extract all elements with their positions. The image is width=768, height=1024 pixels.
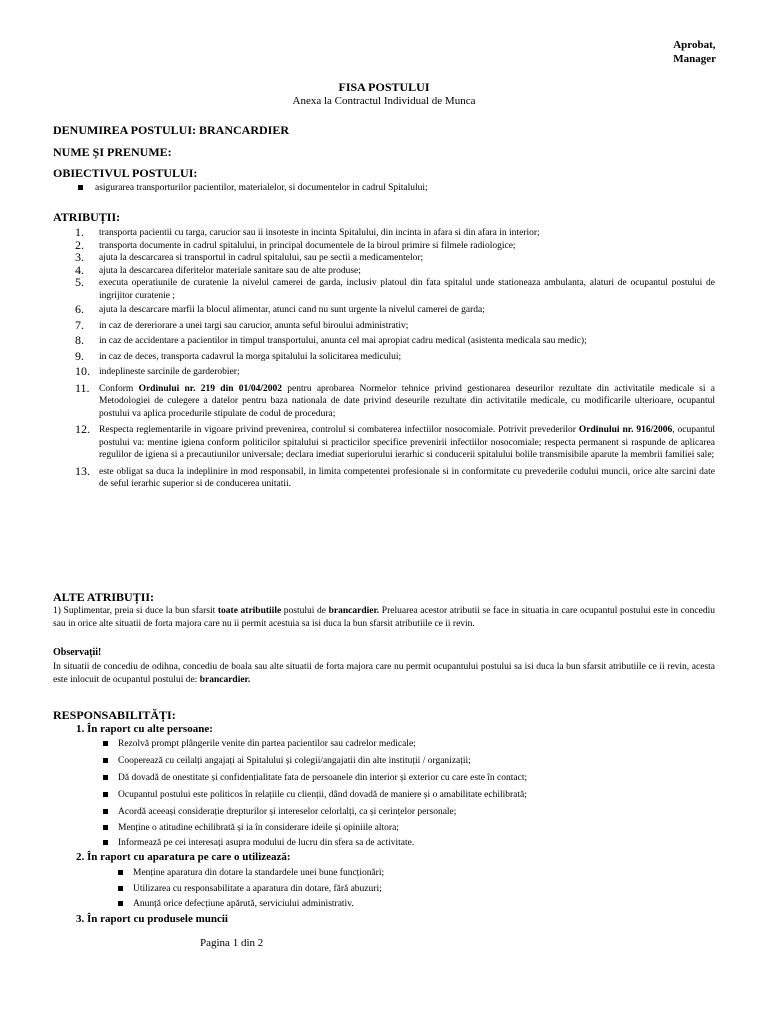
item-number: 12. <box>75 422 90 436</box>
document-title: FISA POSTULUI <box>338 80 430 94</box>
paragraph-text: Preluarea acestor atributii se face in situatia in care ocupantul postului este in concediu sau in orice alte situatii de forta majora care nu ii permit acestuia sa isi duca la bun sfarsit atributiile ce ii revin. <box>53 606 715 629</box>
item-text: Ocupantul postului este politicos în relațiile cu clienții, dând dovadă de maniere și o amabilitate echilibrată; <box>118 790 527 800</box>
list-item <box>118 837 414 849</box>
list-item <box>53 366 715 379</box>
paragraph-text: In situatii de concediu de odihna, concediu de boala sau alte situatii de forta majora care nu permit ocupantului postului sa isi duca la bun sfarsit atributiile ce ii revin, acesta este inlocuit de ocupantul postului de: <box>53 662 715 685</box>
bullet-icon <box>118 901 123 906</box>
list-item <box>53 463 715 491</box>
item-text: Acordă aceeași considerație drepturilor și intereselor celorlalți, ca și cerințelor personale; <box>118 807 457 817</box>
list-item <box>118 789 527 801</box>
item-text: transporta documente in cadrul spitalului, in principal documentele de la biroul primire si filmele radiologice; <box>99 240 516 251</box>
resp-section-2-title: 2. În raport cu aparatura pe care o utilizează: <box>76 851 291 863</box>
bullet-icon <box>78 185 83 190</box>
approval-block <box>673 38 716 66</box>
item-text: Menține o atitudine echilibrată și ia în considerare ideile și opiniile altora; <box>118 823 399 833</box>
item-number: 2. <box>75 237 84 252</box>
resp-section-1-title: 1. În raport cu alte persoane: <box>76 723 213 735</box>
item-number: 7. <box>75 317 84 332</box>
item-text: ajuta la descarcarea diferitelor materiale sanitare sau de alte produse; <box>99 265 361 276</box>
item-text: Informează pe cei interesați asupra modului de lucru din sfera sa de activitate. <box>118 838 415 848</box>
list-item <box>53 348 715 364</box>
order-reference: Ordinului nr. 916/2006 <box>578 425 673 435</box>
bullet-icon <box>103 825 108 830</box>
list-item <box>53 237 715 253</box>
other-duties-heading: ALTE ATRIBUȚII: <box>53 590 155 604</box>
item-number: 13. <box>75 463 90 478</box>
objective-item <box>78 182 428 194</box>
responsibilities-heading: RESPONSABILITĂȚI: <box>53 708 176 722</box>
item-text: indeplineste sarcinile de garderobier; <box>99 367 240 377</box>
item-number: 10. <box>75 364 90 378</box>
observations-paragraph <box>53 661 715 686</box>
list-item <box>133 898 354 910</box>
list-item <box>118 822 399 834</box>
item-text: Dă dovadă de onestitate și confidențialitate fata de persoanele din interior și exterior cu care este în contact; <box>118 773 528 783</box>
page-number: Pagina 1 din 2 <box>200 937 264 949</box>
paragraph-text: 1) Suplimentar, preia si duce la bun sfarsit <box>53 606 218 616</box>
list-item <box>133 883 382 895</box>
paragraph-text: postului de <box>281 606 329 616</box>
list-item <box>53 252 715 265</box>
order-reference: Ordinului nr. 219 din 01/04/2002 <box>138 383 283 394</box>
list-item <box>53 227 715 240</box>
item-number: 4. <box>75 262 84 277</box>
person-name-heading: NUME ȘI PRENUME: <box>53 145 172 159</box>
item-text: in caz de dereriorare a unei targi sau carucior, anunta seful biroului administrativ; <box>99 320 409 331</box>
bullet-icon <box>103 741 108 746</box>
manager-label: Manager <box>673 53 716 65</box>
item-text: transporta pacientii cu targa, carucior sau ii insoteste in incinta Spitalului, din incinta in afara si din afara in interior; <box>99 228 540 238</box>
list-item <box>118 738 416 750</box>
list-item <box>118 806 456 818</box>
list-item <box>53 277 715 302</box>
item-text: executa operatiunile de curatenie la nivelul camerei de garda, inclusiv platoul din fata spitalul unde stationeaza ambulanta, alaturi de ocupantul postului de ingrijitor curatenie ; <box>99 278 715 301</box>
bold-text: toate atributiile <box>217 606 282 616</box>
bold-text: brancardier. <box>328 606 380 616</box>
objective-heading: OBIECTIVUL POSTULUI: <box>53 166 198 180</box>
list-item <box>53 335 715 348</box>
other-duties-paragraph <box>53 605 715 630</box>
item-number: 5. <box>75 275 84 289</box>
list-item <box>133 867 384 879</box>
approved-label: Aprobat, <box>673 39 716 51</box>
post-name-heading: DENUMIREA POSTULUI: BRANCARDIER <box>53 123 290 137</box>
bullet-icon <box>103 809 108 814</box>
item-text: Utilizarea cu responsabilitate a aparatura din dotare, fără abuzuri; <box>133 884 382 894</box>
item-text: , ocupantul postului va: mentine igiena conform politicilor spitalului si practicilor specifice prevenirii infectiilor nosocomiale; respecta permanent si raspunde de aplicarea regulilor de igiena si a precautiunilor universale; declara imediat superiorului ierarhic si conducerii spitalului bolile transmisibile aparute la membrii familiei sale; <box>99 425 715 460</box>
objective-item-text: asigurarea transporturilor pacientilor, materialelor, si documentelor in cadrul Spitalului; <box>95 183 428 193</box>
item-number: 8. <box>75 333 84 347</box>
duties-heading: ATRIBUȚII: <box>53 210 121 224</box>
item-text: pentru aprobarea Normelor tehnice privind gestionarea deseurilor rezultate din activitatile medicale si a Metodologiei de culegere a datelor pentru baza nationala de date privind deseurile rezultate din activitatile medicale, cu modificarile ulterioare, ocupantul postului va aplica procedurile stipulate de codul de procedura; <box>99 383 715 419</box>
duties-list <box>53 227 715 491</box>
item-text: Anunță orice defecțiune apărută, serviciului administrativ. <box>133 899 354 909</box>
item-text: Cooperează cu ceilalți angajați ai Spitalului și colegii/angajatii din alte instituții / organizații; <box>118 756 471 766</box>
item-number: 3. <box>75 250 84 264</box>
bullet-icon <box>118 870 123 875</box>
item-number: 1. <box>75 225 84 239</box>
item-text: este obligat sa duca la indeplinire in mod responsabil, in limita competentei profesionale si in conformitate cu prevederile codului muncii, orice alte sarcini date de seful ierarhic superior si de conducerea unitatii. <box>99 466 715 489</box>
bullet-icon <box>103 775 108 780</box>
bullet-icon <box>103 840 108 845</box>
list-item <box>118 772 527 784</box>
list-item <box>118 755 471 767</box>
resp-section-3-title: 3. În raport cu produsele muncii <box>76 913 228 925</box>
item-text: in caz de accidentare a pacientilor in timpul transportului, anunta cel mai apropiat cadru medical (asistenta medicala sau medic); <box>99 336 587 346</box>
list-item <box>53 304 715 317</box>
item-text: Rezolvă prompt plângerile venite din partea pacientilor sau cadrelor medicale; <box>118 739 416 749</box>
bullet-icon <box>118 886 123 891</box>
item-text: Respecta reglementarile in vigoare privind prevenirea, controlul si combaterea infectiilor nosocomiale. Potrivit prevederilor <box>99 425 579 435</box>
observations-heading: Observații! <box>53 647 102 658</box>
document-subtitle: Anexa la Contractul Individual de Munca <box>292 95 476 107</box>
item-text: Conform <box>99 383 139 394</box>
list-item <box>53 424 715 462</box>
list-item <box>53 380 715 421</box>
item-text: ajuta la descarcarea si transportul in cadrul spitalului, sau pe sectii a medicamentelor; <box>99 253 424 263</box>
list-item <box>53 317 715 333</box>
bullet-icon <box>103 758 108 763</box>
item-text: in caz de deces, transporta cadavrul la morga spitalului la solicitarea medicului; <box>99 351 402 362</box>
bold-text: brancardier. <box>199 674 251 685</box>
bullet-icon <box>103 792 108 797</box>
item-number: 6. <box>75 302 84 316</box>
item-number: 11. <box>75 380 90 395</box>
list-item <box>53 262 715 278</box>
item-text: Menține aparatura din dotare la standardele unei bune funcționări; <box>133 868 385 878</box>
item-text: ajuta la descarcare marfii la blocul alimentar, atunci cand nu sunt urgente la nivelul camerei de garda; <box>99 305 485 315</box>
item-number: 9. <box>75 348 84 363</box>
